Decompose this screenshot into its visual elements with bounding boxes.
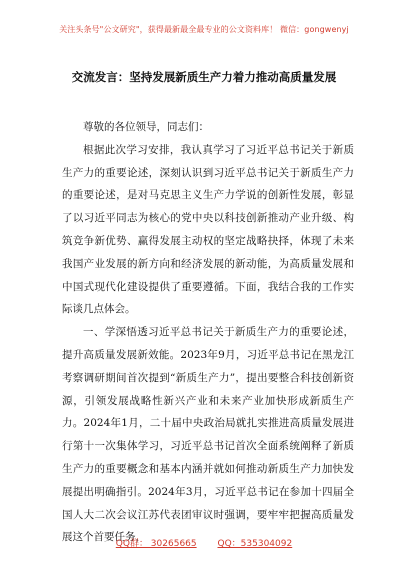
footer-contact	[0, 536, 408, 549]
salutation: 尊敬的各位领导，同志们：	[83, 121, 209, 133]
document-body	[62, 116, 354, 549]
paragraph-1: 根据此次学习安排，我认真学习了习近平总书记关于新质生产力的重要论述，深刻认识到习近平总书记关于新质生产力的重要论述，是对马克思主义生产力学说的创新性发展，彰显了以习近平同志为核心的党中央以科技创新推动产业升级、构筑竞争新优势、赢得发展主动权的坚定战略抉择，体现了未来我国产业发展的新方向和经济发展的新动能，为高质量发展和中国式现代化建设提供了重要遵循。下面，我结合我的工作实际谈几点体会。	[62, 143, 354, 316]
qq-contact-link[interactable]: QQ：535304092	[217, 539, 293, 549]
document-title: 交流发言：坚持发展新质生产力着力推动高质量发展	[71, 70, 337, 84]
paragraph-2: 一、学深悟透习近平总书记关于新质生产力的重要论述，提升高质量发展新效能。2023年9月，习近平总书记在黑龙江考察调研期间首次提到“新质生产力”，提出要整合科技创新资源，引领发展战略性新兴产业和未来产业加快形成新质生产力。2024年1月，二十届中央政治局就扎实推进高质量发展进行第十一次集体学习，习近平总书记首次全面系统阐释了新质生产力的重要概念和基本内涵并就如何推动新质生产力加快发展提出明确指引。2024年3月，习近平总书记在参加十四届全国人大二次会议江苏代表团审议时强调，要牢牢把握高质量发展这个首要任务，	[62, 326, 354, 544]
promo-banner: 关注头条号"公文研究"，获得最新最全最专业的公文资料库！ 微信：gongwenyj	[59, 25, 349, 34]
qq-group-link[interactable]: QQ群： 30265665	[115, 539, 197, 549]
